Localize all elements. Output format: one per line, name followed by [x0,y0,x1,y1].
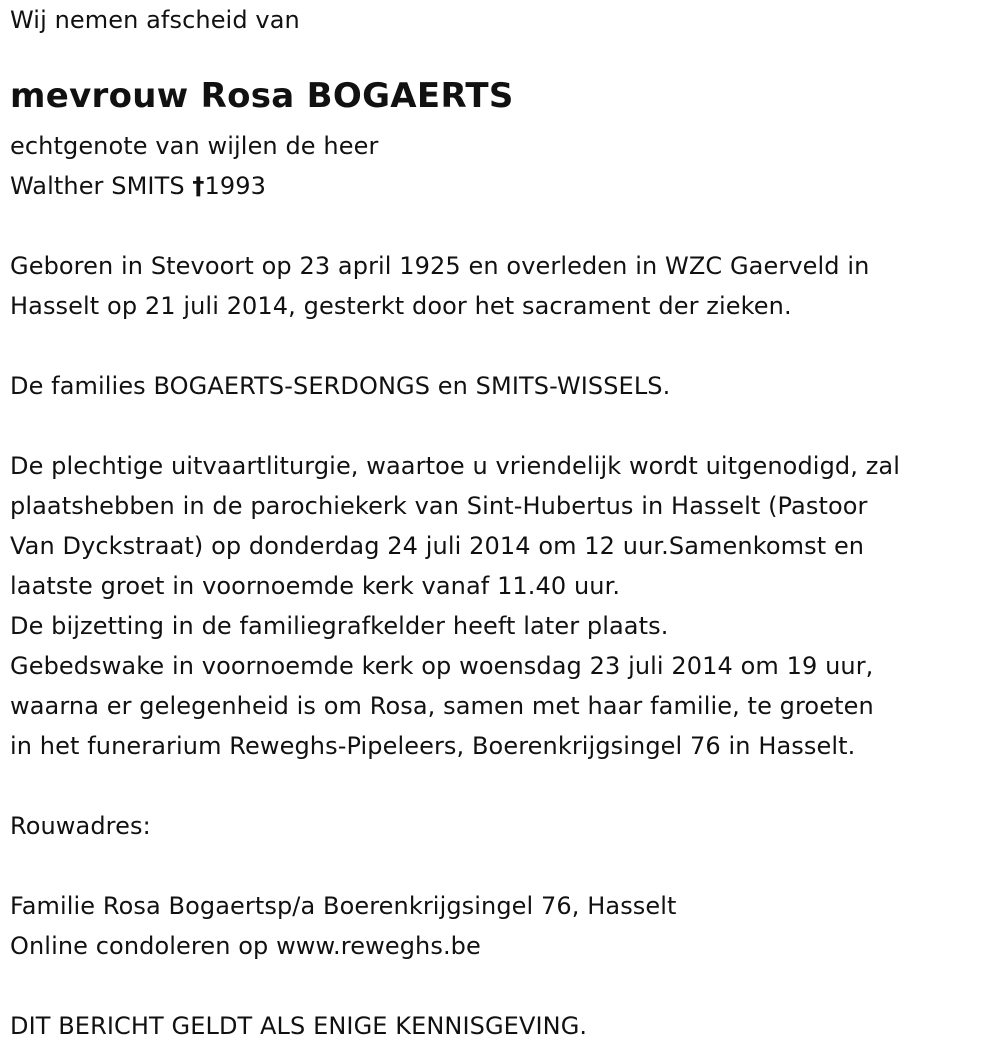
ceremony-line-6: Gebedswake in voornoemde kerk op woensdag 23 juli 2014 om 19 uur, [10,652,874,680]
ceremony-line-5: De bijzetting in de familiegrafkelder heeft later plaats. [10,612,669,640]
ceremony-line-8: in het funerarium Reweghs-Pipeleers, Boerenkrijgsingel 76 in Hasselt. [10,732,856,760]
address-label: Rouwadres: [10,812,151,840]
birth-death-line-1: Geboren in Stevoort op 23 april 1925 en overleden in WZC Gaerveld in [10,252,870,280]
families-text: De families BOGAERTS-SERDONGS en SMITS-WISSELS. [10,372,671,400]
spacer [10,966,995,1006]
address-line-1: Familie Rosa Bogaertsp/a Boerenkrijgsingel 76, Hasselt [10,892,677,920]
spacer [10,846,995,886]
spacer [10,206,995,246]
ceremony-line-4: laatste groet in voornoemde kerk vanaf 11.40 uur. [10,572,621,600]
spacer [10,326,995,366]
spacer [10,766,995,806]
spouse-line-2 [10,166,995,206]
notice-text: DIT BERICHT GELDT ALS ENIGE KENNISGEVING. [10,1012,588,1040]
obituary-notice [10,0,995,1046]
ceremony-line-3: Van Dyckstraat) op donderdag 24 juli 2014 om 12 uur.Samenkomst en [10,532,865,560]
cross-icon: † [192,172,205,200]
ceremony-line-7: waarna er gelegenheid is om Rosa, samen met haar familie, te groeten [10,692,874,720]
ceremony-line-1: De plechtige uitvaartliturgie, waartoe u vriendelijk wordt uitgenodigd, zal [10,452,900,480]
spouse-line-1: echtgenote van wijlen de heer [10,132,379,160]
spacer [10,406,995,446]
spouse-name: Walther SMITS [10,172,193,200]
address-line-2: Online condoleren op www.reweghs.be [10,932,481,960]
intro-text: Wij nemen afscheid van [10,6,300,34]
deceased-name: mevrouw Rosa BOGAERTS [10,76,514,116]
birth-death-line-2: Hasselt op 21 juli 2014, gesterkt door het sacrament der zieken. [10,292,792,320]
spouse-death-year: 1993 [204,172,266,200]
ceremony-line-2: plaatshebben in de parochiekerk van Sint-Hubertus in Hasselt (Pastoor [10,492,868,520]
